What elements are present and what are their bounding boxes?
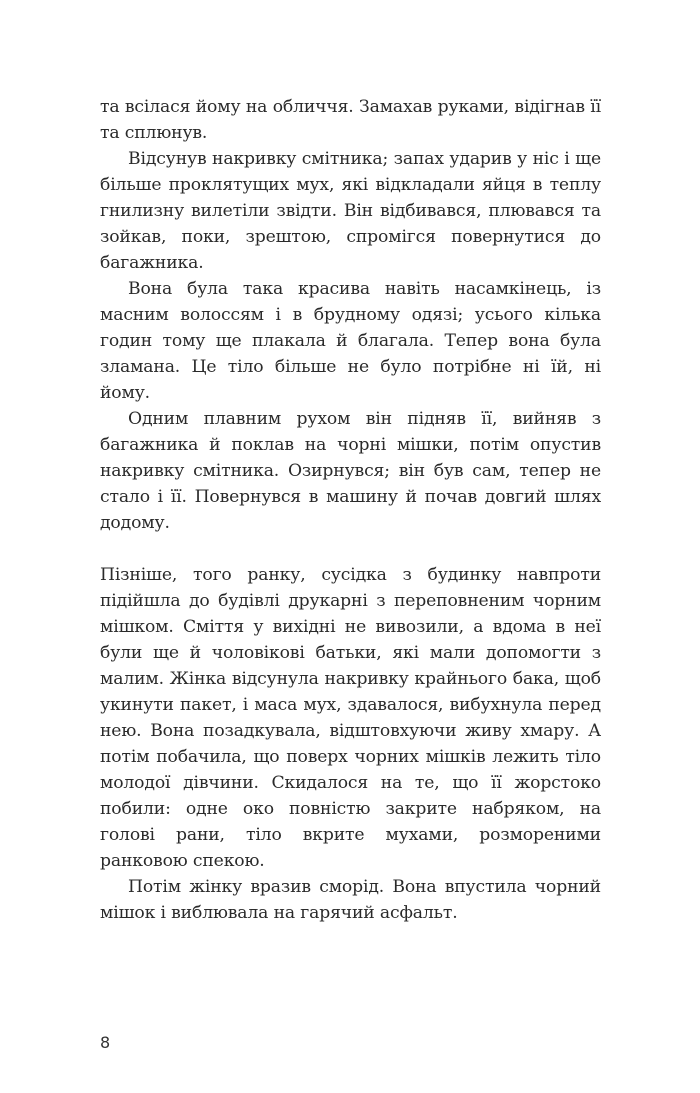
paragraph-1: та всілася йому на обличчя. Замахав руками, відігнав її та сплюнув. — [100, 97, 601, 143]
body-text — [100, 94, 601, 926]
paragraph-3: Вона була така красива навіть насамкінець, із масним волоссям і в брудному одязі; усього кілька годин тому ще плакала й благала. Тепер вона була зламана. Це тіло більше не було потрібне ні їй, ні йому. — [100, 279, 601, 403]
paragraph-6: Потім жінку вразив сморід. Вона впустила чорний мішок і виблювала на гарячий асфальт. — [100, 877, 601, 923]
paragraph-2: Відсунув накривку смітника; запах ударив у ніс і ще більше проклятущих мух, які відкладали яйця в теплу гнилизну вилетіли звідти. Він відбивався, плювався та зойкав, поки, зрештою, спромігся повернутися до багажника. — [100, 149, 601, 273]
paragraph-5: Пізніше, того ранку, сусідка з будинку навпроти підійшла до будівлі друкарні з переповненим чорним мішком. Сміття у вихідні не вивозили, а вдома в неї були ще й чоловікові батьки, які мали допомогти з малим. Жінка відсунула накривку крайнього бака, щоб укинути пакет, і маса мух, здавалося, вибухнула перед нею. Вона позадкувала, відштовхуючи живу хмару. А потім побачила, що поверх чорних мішків лежить тіло молодої дівчини. Скидалося на те, що її жорстоко побили: одне око повністю закрите набряком, на голові рани, тіло вкрите мухами, розмореними ранковою спекою. — [100, 565, 601, 871]
paragraph-4: Одним плавним рухом він підняв її, вийняв з багажника й поклав на чорні мішки, потім опустив накривку смітника. Озирнувся; він був сам, тепер не стало і її. Повернувся в машину й почав довгий шлях додому. — [100, 409, 601, 533]
page-number: 8 — [100, 1033, 111, 1052]
